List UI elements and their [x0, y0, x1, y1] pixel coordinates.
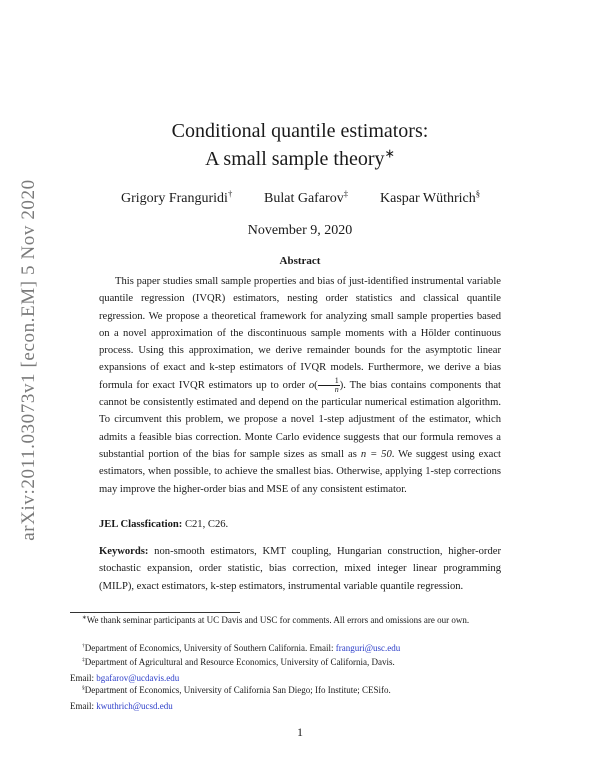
sample-size: n = 50	[360, 448, 392, 460]
title-line-2	[90, 145, 510, 173]
email-link-wuthrich[interactable]: kwuthrich@ucsd.edu	[96, 700, 173, 711]
footnote-mark: †	[82, 643, 85, 649]
footnote-franguridi	[70, 642, 532, 656]
footnote-wuthrich	[70, 684, 532, 714]
keywords-label: Keywords:	[99, 546, 149, 557]
jel-value: C21, C26.	[182, 519, 229, 530]
paper-title	[90, 117, 510, 173]
arxiv-stamp-text: arXiv:2011.03073v1 [econ.EM] 5 Nov 2020	[18, 179, 39, 541]
order-denominator: n	[334, 384, 339, 394]
author-mark: §	[475, 188, 481, 199]
footnote-text: Department of Agricultural and Resource Economics, University of California, Davis.	[84, 657, 395, 667]
footnote-rule	[70, 612, 240, 613]
author-wuthrich	[380, 188, 481, 207]
order-numerator: 1	[318, 377, 340, 386]
abstract-text-a: This paper studies small sample properties and bias of just-identified instrumental variable quantile regression (IVQR) estimators, nesting order statistics and classical quantile regression. We propose a theoretical framework for analyzing small sample properties based on a novel approximation of the discontinuous sample moments with a Hölder continuous process. Using this approximation, we derive remainder bounds for the asymptotic linear expansions of exact and k-step estimators of IVQR models. Furthermore, we derive a bias formula for exact IVQR estimators up to order	[99, 276, 501, 391]
abstract-heading: Abstract	[279, 255, 321, 267]
abstract-text-b: . The bias contains components that cannot be consistently estimated and depend on the particular numerical estimation algorithm. To circumvent this problem, we propose a novel 1-step adjustment of the estimator, which admits a feasible bias correction. Monte Carlo evidence suggests that our formula removes a substantial portion of the bias for sample sizes as small as	[99, 379, 501, 460]
author-name: Grigory Franguridi	[121, 191, 228, 206]
footnote-mark: §	[82, 685, 85, 691]
keywords-value: non-smooth estimators, KMT coupling, Hungarian construction, higher-order stochastic expansion, order statistic, bias correction, mixed integer linear programming (MILP), exact estimators, k-step estimators, instrumental variable quantile regression.	[99, 546, 501, 592]
author-name: Bulat Gafarov	[264, 191, 344, 206]
author-franguridi	[121, 188, 233, 207]
footnote-mark: ∗	[82, 615, 87, 621]
title-footnote-mark: ∗	[384, 146, 395, 161]
email-label: Email:	[70, 672, 97, 683]
author-mark: †	[227, 188, 233, 199]
jel-label: JEL Classfication:	[99, 519, 183, 530]
author-gafarov	[264, 188, 349, 207]
page-number: 1	[297, 725, 303, 739]
footnote-text: Department of Economics, University of California San Diego; Ifo Institute; CESifo.	[84, 685, 391, 695]
email-link-gafarov[interactable]: bgafarov@ucdavis.edu	[96, 672, 180, 683]
email-link-franguridi[interactable]: franguri@usc.edu	[335, 643, 401, 653]
jel-classification	[99, 516, 501, 533]
footnote-text: We thank seminar participants at UC Davis and USC for comments. All errors and omissions are our own.	[86, 615, 470, 625]
title-line-1: Conditional quantile estimators:	[171, 120, 429, 142]
abstract-body	[99, 273, 501, 498]
order-expression: o( $\frac{1}{n}$ )	[308, 375, 344, 394]
abstract-text-c: . We suggest using exact estimators, when possible, to achieve the smallest bias. Otherwise, applying 1-step corrections may improve the higher-order bias and MSE of any consistent estimator.	[99, 448, 501, 495]
footnote-gafarov	[70, 656, 532, 686]
keywords	[99, 543, 501, 595]
paper-date: November 9, 2020	[247, 223, 353, 238]
order-o: o	[308, 379, 315, 391]
title-line-2-text: A small sample theory	[205, 148, 385, 170]
footnote-text: Department of Economics, University of Southern California. Email:	[84, 643, 336, 653]
author-name: Kaspar Wüthrich	[380, 191, 476, 206]
email-label: Email:	[70, 700, 97, 711]
footnote-mark: ‡	[82, 657, 85, 663]
footnote-thanks	[70, 614, 532, 628]
author-mark: ‡	[343, 188, 349, 199]
